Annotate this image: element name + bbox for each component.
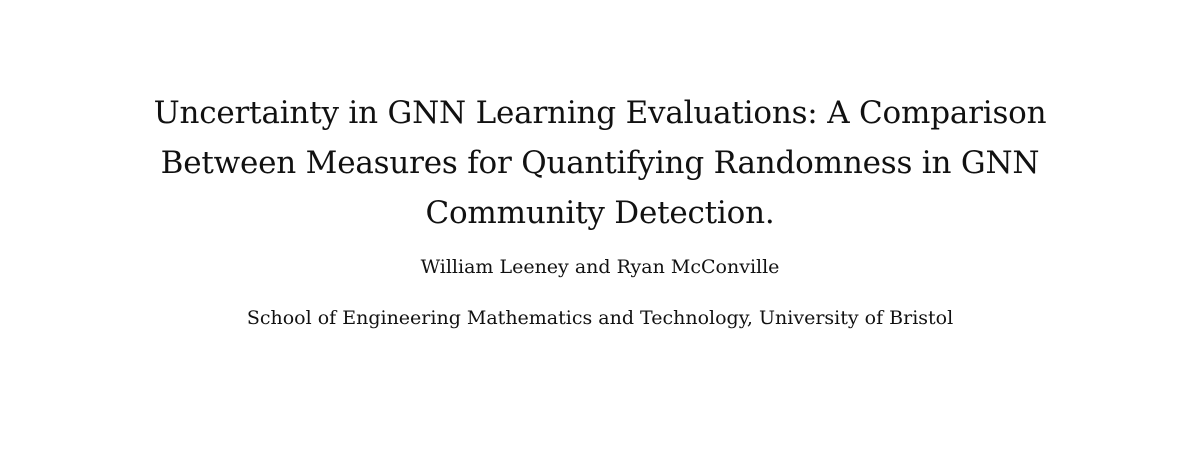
title-line-3: Community Detection.	[425, 195, 775, 231]
paper-authors: William Leeney and Ryan McConville	[420, 256, 780, 278]
paper-affiliation: School of Engineering Mathematics and Technology, University of Bristol	[246, 307, 954, 329]
title-line-1: Uncertainty in GNN Learning Evaluations: A Comparison	[153, 95, 1047, 131]
paper-title	[0, 88, 1200, 238]
title-line-2: Between Measures for Quantifying Randomness in GNN	[160, 145, 1040, 181]
